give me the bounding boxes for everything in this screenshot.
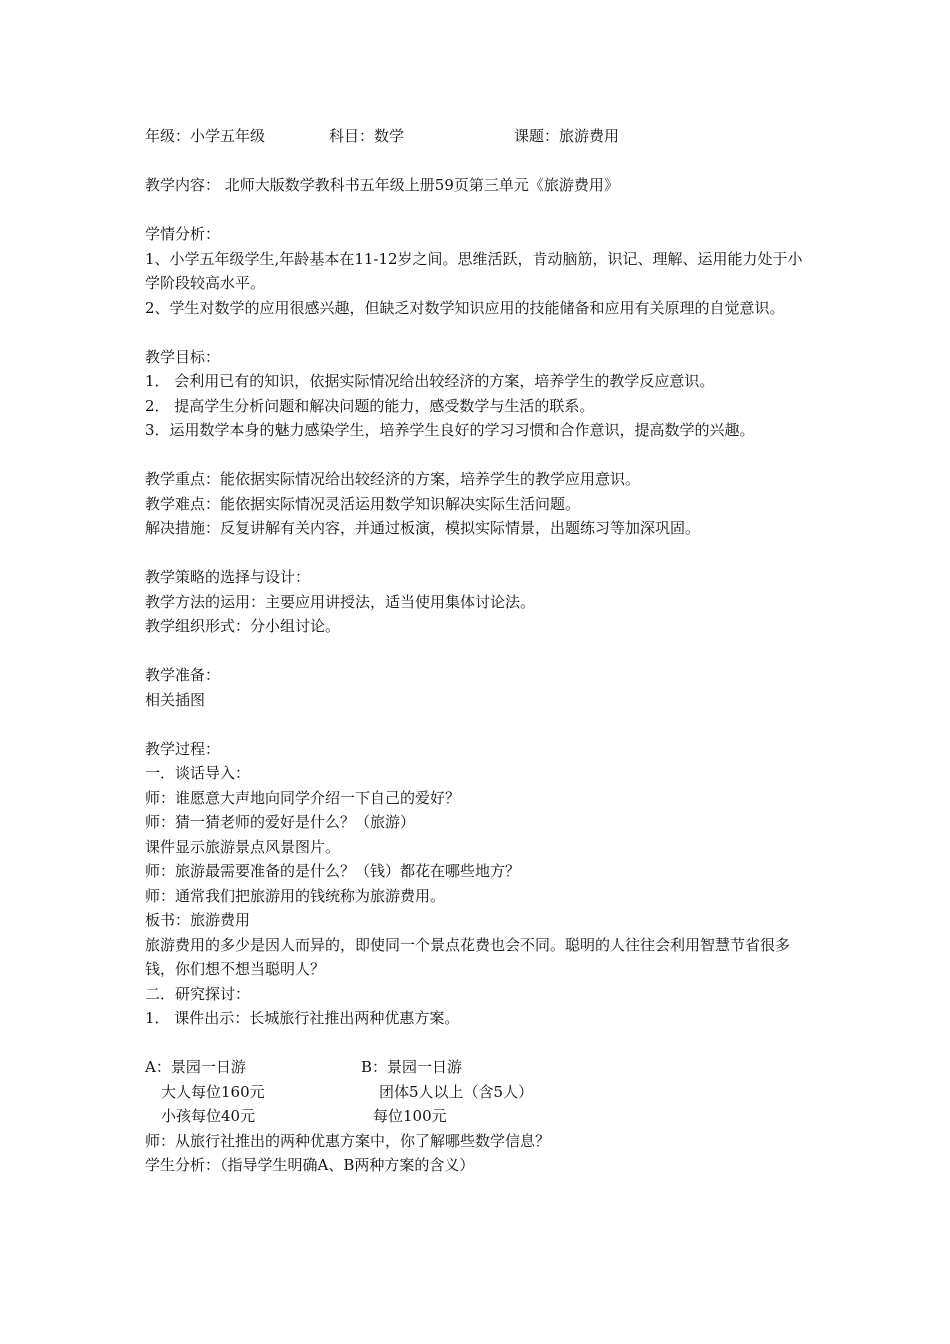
grade-label: 年级：小学五年级 xyxy=(145,127,266,145)
solution-measures: 解决措施：反复讲解有关内容，并通过板演，模拟实际情景，出题练习等加深巩固。 xyxy=(145,519,701,537)
goal-item: 3．运用数学本身的魅力感染学生，培养学生良好的学习习惯和合作意识，提高数学的兴趣。 xyxy=(145,421,755,439)
key-point: 教学重点：能依据实际情况给出较经济的方案，培养学生的教学应用意识。 xyxy=(145,470,641,488)
document-body xyxy=(145,124,810,1178)
plan-a-line-1: 大人每位160元 xyxy=(161,1082,265,1101)
topic-label: 课题：旅游费用 xyxy=(514,127,620,145)
plan-b-line-2: 每位100元 xyxy=(373,1107,447,1125)
analysis-item: 1、小学五年级学生,年龄基本在11-12岁之间。思维活跃，肯动脑筋，识记、理解、运用能力处于小学阶段较高水平。 xyxy=(145,249,803,292)
process-line: 师：通常我们把旅游用的钱统称为旅游费用。 xyxy=(145,886,446,905)
process-line: 一．谈话导入： xyxy=(145,764,251,782)
strategy-item: 教学组织形式：分小组讨论。 xyxy=(145,617,341,635)
process-line: 师：谁愿意大声地向同学介绍一下自己的爱好？ xyxy=(145,788,461,807)
process-line: 板书：旅游费用 xyxy=(145,911,251,929)
goals-title: 教学目标： xyxy=(145,347,221,366)
goal-item: 1． 会利用已有的知识，依据实际情况给出较经济的方案，培养学生的教学反应意识。 xyxy=(145,372,715,390)
plan-b-title: B：景园一日游 xyxy=(361,1058,463,1076)
strategy-item: 教学方法的运用：主要应用讲授法，适当使用集体讨论法。 xyxy=(145,592,536,611)
analysis-item: 2、学生对数学的应用很感兴趣，但缺乏对数学知识应用的技能储备和应用有关原理的自觉意识。 xyxy=(145,298,785,317)
difficult-point: 教学难点：能依据实际情况灵活运用数学知识解决实际生活问题。 xyxy=(145,494,581,513)
process-title: 教学过程： xyxy=(145,739,221,758)
analysis-title: 学情分析： xyxy=(145,225,221,243)
plan-a-title: A：景园一日游 xyxy=(145,1058,246,1076)
process-line: 课件显示旅游景点风景图片。 xyxy=(145,837,341,856)
prep-title: 教学准备： xyxy=(145,666,221,684)
process-line: 1． 课件出示：长城旅行社推出两种优惠方案。 xyxy=(145,1009,460,1027)
plans-title-row xyxy=(145,1055,810,1080)
header-row xyxy=(145,124,810,149)
goal-item: 2． 提高学生分析问题和解决问题的能力，感受数学与生活的联系。 xyxy=(145,396,595,415)
plans-row-2 xyxy=(145,1104,810,1129)
content-line: 教学内容： 北师大版数学教科书五年级上册59页第三单元《旅游费用》 xyxy=(145,176,619,194)
process-line: 二．研究探讨： xyxy=(145,984,251,1003)
after-line: 学生分析：（指导学生明确A、B两种方案的含义） xyxy=(145,1156,475,1174)
after-line: 师：从旅行社推出的两种优惠方案中，你了解哪些数学信息？ xyxy=(145,1131,551,1150)
process-line: 师：旅游最需要准备的是什么？（钱）都花在哪些地方？ xyxy=(145,862,521,880)
plan-a-line-2: 小孩每位40元 xyxy=(161,1107,256,1125)
subject-label: 科目：数学 xyxy=(329,127,405,145)
plans-row-1 xyxy=(145,1080,810,1105)
process-line: 师：猜一猜老师的爱好是什么？（旅游） xyxy=(145,813,416,831)
prep-item: 相关插图 xyxy=(145,690,206,709)
process-paragraph: 旅游费用的多少是因人而异的，即使同一个景点花费也会不同。聪明的人往往会利用智慧节省很多钱，你们想不想当聪明人？ xyxy=(145,935,791,978)
plan-b-line-1: 团体5人以上（含5人） xyxy=(379,1082,534,1101)
strategy-title: 教学策略的选择与设计： xyxy=(145,568,311,586)
